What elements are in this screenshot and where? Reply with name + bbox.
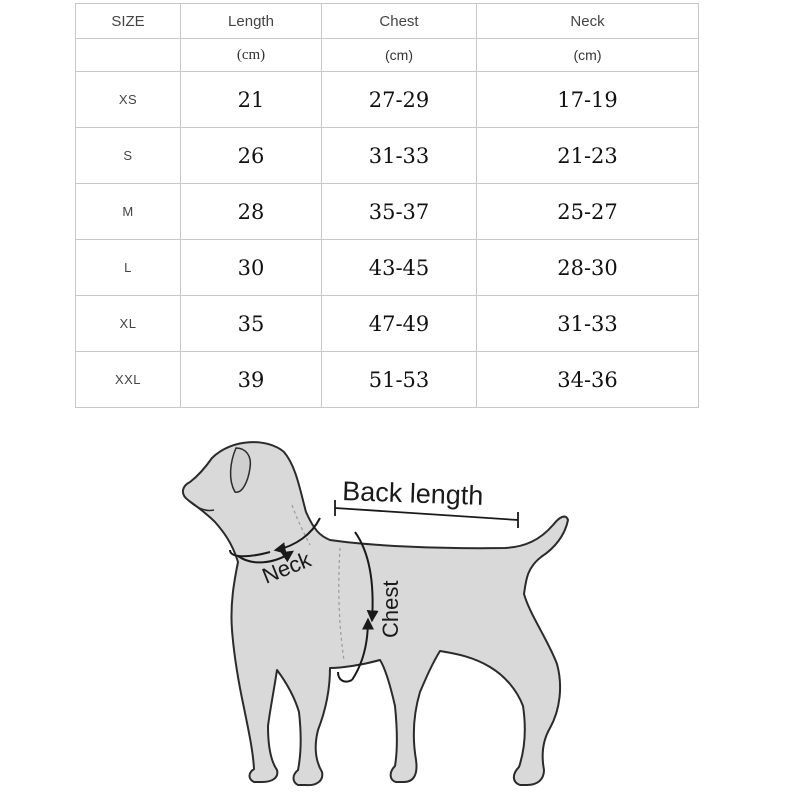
chest-label: Chest [378, 580, 403, 638]
neck-cell: 25-27 [477, 184, 699, 240]
chest-cell: 31-33 [322, 128, 477, 184]
back-length-label: Back length [341, 476, 484, 511]
header-neck: Neck [477, 4, 699, 39]
size-cell: M [76, 184, 181, 240]
neck-cell: 31-33 [477, 296, 699, 352]
unit-length: (cm) [181, 39, 322, 72]
chest-cell: 47-49 [322, 296, 477, 352]
length-cell: 21 [181, 72, 322, 128]
length-cell: 30 [181, 240, 322, 296]
header-size: SIZE [76, 4, 181, 39]
length-cell: 28 [181, 184, 322, 240]
unit-chest: (cm) [322, 39, 477, 72]
length-cell: 35 [181, 296, 322, 352]
neck-cell: 34-36 [477, 352, 699, 408]
size-cell: XXL [76, 352, 181, 408]
size-cell: XL [76, 296, 181, 352]
chest-cell: 43-45 [322, 240, 477, 296]
neck-label: Neck [258, 546, 315, 589]
chest-cell: 35-37 [322, 184, 477, 240]
neck-cell: 28-30 [477, 240, 699, 296]
neck-cell: 17-19 [477, 72, 699, 128]
header-chest: Chest [322, 4, 477, 39]
chest-cell: 51-53 [322, 352, 477, 408]
size-cell: L [76, 240, 181, 296]
length-cell: 39 [181, 352, 322, 408]
size-cell: S [76, 128, 181, 184]
length-cell: 26 [181, 128, 322, 184]
neck-cell: 21-23 [477, 128, 699, 184]
header-length: Length [181, 4, 322, 39]
unit-neck: (cm) [477, 39, 699, 72]
chest-cell: 27-29 [322, 72, 477, 128]
size-cell: XS [76, 72, 181, 128]
